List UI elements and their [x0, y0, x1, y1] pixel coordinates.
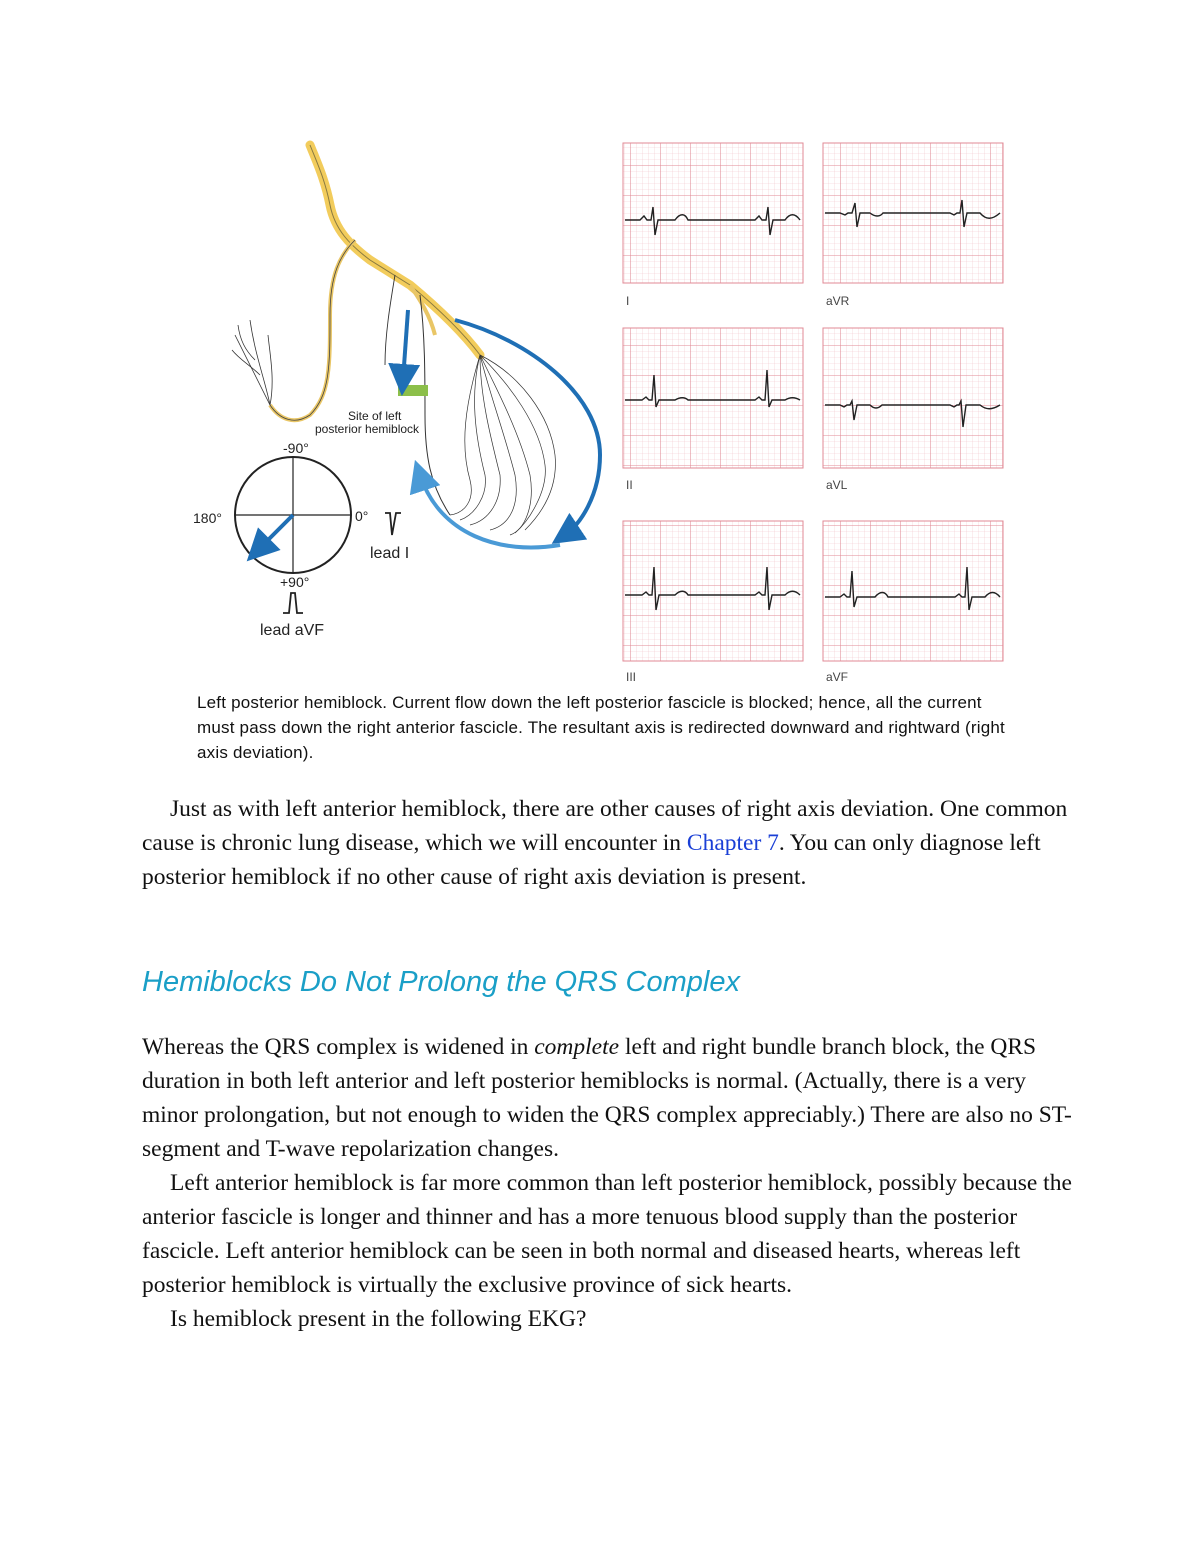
block-site-marker [398, 385, 428, 396]
lead-i-label: lead I [370, 545, 410, 562]
paragraph-1 [142, 792, 1072, 894]
site-label-line2: posterior hemiblock [315, 422, 420, 436]
ekg-panel-avf [823, 521, 1003, 684]
paragraph-1-text-a: Just as with left anterior hemiblock, there are other causes of right axis deviation. One common cause is chronic lung disease, which we will encounter in [142, 796, 1068, 856]
axis-left-label: 180° [193, 510, 222, 526]
axis-diagram [193, 440, 409, 639]
lead-avf-label: lead aVF [260, 622, 325, 639]
paragraph-2 [142, 1030, 1072, 1336]
axis-arrow [258, 515, 293, 550]
axis-top-label: -90° [283, 440, 309, 456]
axis-bottom-label: +90° [280, 574, 310, 590]
paragraph-4: Is hemiblock present in the following EKG? [170, 1306, 587, 1332]
ekg-label-avr: aVR [826, 294, 850, 308]
paragraph-3: Left anterior hemiblock is far more common than left posterior hemiblock, possibly because the anterior fascicle is longer and thinner and has a more tenuous blood supply than the posterior fascicle. Left anterior hemiblock can be seen in both normal and diseased hearts, whereas left posterior hemiblock is virtually the exclusive province of sick hearts. [142, 1170, 1072, 1298]
ekg-label-i: I [626, 294, 630, 308]
section-heading: Hemiblocks Do Not Prolong the QRS Complex [142, 966, 740, 998]
figure-left-posterior-hemiblock [180, 135, 1020, 695]
ekg-label-iii: III [626, 670, 637, 684]
site-label-line1: Site of left [348, 409, 402, 423]
figure-caption: Left posterior hemiblock. Current flow down the left posterior fascicle is blocked; hence, all the current must pass down the right anterior fascicle. The resultant axis is redirected downward and rightward (right axis deviation). [197, 693, 1005, 762]
axis-right-label: 0° [355, 508, 369, 524]
ekg-panel-avl [823, 328, 1003, 492]
ekg-label-avf: aVF [826, 670, 849, 684]
lead-avf-deflection [283, 593, 303, 613]
ekg-label-ii: II [626, 478, 633, 492]
ekg-panel-avr [823, 143, 1003, 308]
ekg-label-avl: aVL [826, 478, 848, 492]
ekg-panel-iii [623, 521, 803, 684]
ekg-panel-i [623, 143, 803, 308]
paragraph-2-emphasis: complete [534, 1034, 620, 1060]
paragraph-1-text-b: . You can only diagnose left posterior hemiblock if no other cause of right axis deviation is present. [142, 830, 1041, 890]
lead-i-deflection [385, 513, 401, 535]
conduction-diagram [232, 145, 600, 547]
paragraph-2-text-b: left and right bundle branch block, the QRS duration in both left anterior and left posterior hemiblocks is normal. (Actually, there is a very minor prolongation, but not enough to widen the QRS complex appreciably.) There are also no ST-segment and T-wave repolarization changes. [142, 1034, 1072, 1162]
ekg-panel-ii [623, 328, 803, 492]
paragraph-2-text-a: Whereas the QRS complex is widened in [142, 1034, 535, 1060]
chapter-7-link[interactable]: Chapter 7 [686, 830, 779, 856]
